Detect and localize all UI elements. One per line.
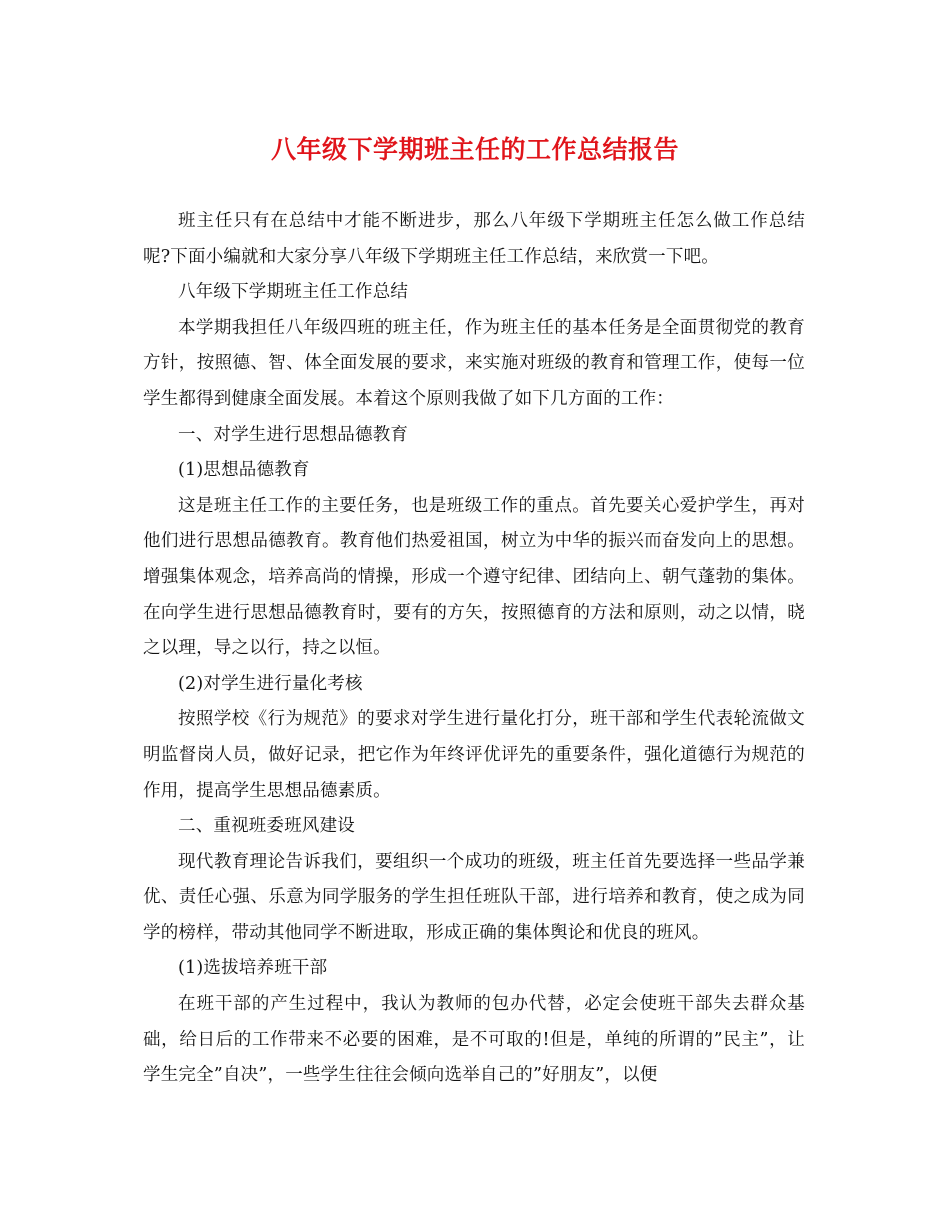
document-body xyxy=(143,204,805,1094)
paragraph: 这是班主任工作的主要任务，也是班级工作的重点。首先要关心爱护学生，再对他们进行思想品德教育。教育他们热爱祖国，树立为中华的振兴而奋发向上的思想。增强集体观念，培养高尚的情操，形成一个遵守纪律、团结向上、朝气蓬勃的集体。在向学生进行思想品德教育时，要有的方矢，按照德育的方法和原则，动之以情，晓之以理，导之以行，持之以恒。 xyxy=(143,495,805,659)
paragraph: 班主任只有在总结中才能不断进步，那么八年级下学期班主任怎么做工作总结呢?下面小编就和大家分享八年级下学期班主任工作总结，来欣赏一下吧。 xyxy=(143,211,805,267)
subsection-heading: (1)选拔培养班干部 xyxy=(178,958,328,979)
subsection-heading: (2)对学生进行量化考核 xyxy=(178,673,363,694)
document-title: 八年级下学期班主任的工作总结报告 xyxy=(270,135,679,164)
section-heading: 一、对学生进行思想品德教育 xyxy=(178,424,409,445)
section-heading: 二、重视班委班风建设 xyxy=(178,816,355,837)
paragraph: 八年级下学期班主任工作总结 xyxy=(178,282,409,303)
paragraph: 本学期我担任八年级四班的班主任，作为班主任的基本任务是全面贯彻党的教育方针，按照德、智、体全面发展的要求，来实施对班级的教育和管理工作，使每一位学生都得到健康全面发展。本着这个原则我做了如下几方面的工作： xyxy=(143,317,805,409)
paragraph: 按照学校《行为规范》的要求对学生进行量化打分，班干部和学生代表轮流做文明监督岗人员，做好记录，把它作为年终评优评先的重要条件，强化道德行为规范的作用，提高学生思想品德素质。 xyxy=(143,709,805,801)
paragraph: 在班干部的产生过程中，我认为教师的包办代替，必定会使班干部失去群众基础，给日后的工作带来不必要的困难，是不可取的!但是，单纯的所谓的”民主”，让学生完全”自决”，一些学生往往会倾向选举自己的”好朋友”，以便 xyxy=(143,994,805,1086)
subsection-heading: (1)思想品德教育 xyxy=(178,460,310,481)
paragraph: 现代教育理论告诉我们，要组织一个成功的班级，班主任首先要选择一些品学兼优、责任心强、乐意为同学服务的学生担任班队干部，进行培养和教育，使之成为同学的榜样，带动其他同学不断进取，形成正确的集体舆论和优良的班风。 xyxy=(143,851,805,943)
